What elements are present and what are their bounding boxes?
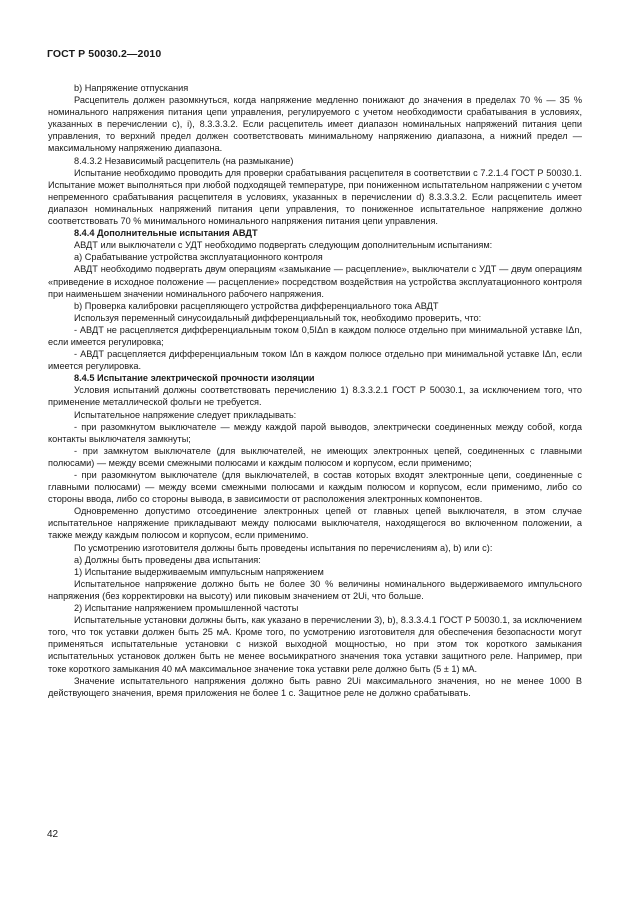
section-heading: 8.4.5 Испытание электрической прочности изоляции: [74, 373, 315, 384]
paragraph: Одновременно допустимо отсоединение электронных цепей от главных цепей выключателя, в этом случае испытательное напряжение прикладывают между полюсами выключателя, находящегося во включенном положении, а также между каждым полюсом и корпусом, если применимо.: [48, 506, 582, 541]
paragraph: - при разомкнутом выключателе — между каждой парой выводов, электрически соединенных между собой, когда контакты выключателя замкнуты;: [48, 421, 582, 444]
paragraph: b) Напряжение отпускания: [74, 83, 189, 93]
paragraph: а) Срабатывание устройства эксплуатационного контроля: [74, 252, 323, 263]
paragraph: 1) Испытание выдерживаемым импульсным напряжением: [74, 566, 324, 577]
paragraph: b) Проверка калибровки расцепляющего устройства дифференциального тока АВДТ: [74, 300, 439, 311]
paragraph: Условия испытаний должны соответствовать перечислению 1) 8.3.3.2.1 ГОСТ Р 50030.1, за исключением того, что применение металлической фольги не требуется.: [48, 385, 582, 408]
paragraph: Испытательное напряжение должно быть не более 30 % величины номинального выдерживаемого импульсного напряжения (без корректировки на высоту) или пиковым значением от 2Ui, что больше.: [48, 578, 582, 601]
paragraph: - при разомкнутом выключателе (для выключателей, в состав которых входят электронные цепи, соединенные с главными полюсами) — между всеми смежными полюсами и каждым полюсом и корпусом, если применимо, либо со стороны ввода, либо со стороны вывода, в зависимости от расположения электронных компонентов.: [48, 470, 582, 505]
paragraph: АВДТ необходимо подвергать двум операциям «замыкание — расцепление», выключатели с УДТ — двум операциям «приведение в исходное положение — расцепление» посредством воздействия на устройства эксплуатационного контроля при наименьшем значении номинального рабочего напряжения.: [48, 264, 582, 299]
paragraph: АВДТ или выключатели с УДТ необходимо подвергать следующим дополнительным испытаниям:: [74, 240, 493, 251]
paragraph: а) Должны быть проведены два испытания:: [74, 554, 261, 565]
document-header: ГОСТ Р 50030.2—2010: [47, 48, 162, 60]
paragraph: - при замкнутом выключателе (для выключателей, не имеющих электронных цепей, соединенных с главными полюсами) — между всеми смежными полюсами и каждым полюсом и корпусом, если применимо;: [48, 445, 582, 468]
paragraph: 8.4.3.2 Независимый расцепитель (на размыкание): [74, 155, 294, 166]
paragraph: Испытательные установки должны быть, как указано в перечислении 3), b), 8.3.3.4.1 ГОСТ Р 50030.1, за исключением того, что ток уставки должен быть 25 мА. Кроме того, по усмотрению изготовителя для обеспечения безопасности могут применяться испытательные установки с низкой выходной мощностью, но при этом ток короткого замыкания испытательных установок должен быть не менее восьмикратного значения тока уставки защитного реле. Например, при токе короткого замыкания 40 мА максимальное значение тока уставки реле должно быть (5 ± 1) мА.: [48, 615, 582, 674]
paragraph: Расцепитель должен разомкнуться, когда напряжение медленно понижают до значения в пределах 70 % — 35 % номинального напряжения питания цепи управления, регулируемого с учетом необходимости срабатывания в условиях, указанных в перечислении с), i), 8.3.3.3.2. Если расцепитель имеет диапазон номинальных напряжений питания цепи управления, то верхний предел должен соответствовать минимальному напряжению диапазона, а нижний предел — максимальному напряжению диапазона.: [48, 95, 582, 154]
paragraph: По усмотрению изготовителя должны быть проведены испытания по перечислениям а), b) или с):: [74, 542, 493, 553]
paragraph: Значение испытательного напряжения должно быть равно 2Ui максимального значения, но не менее 1000 В действующего значения, время приложения не более 1 с. Защитное реле не должно срабатывать.: [48, 675, 582, 698]
section-heading: 8.4.4 Дополнительные испытания АВДТ: [74, 228, 258, 239]
paragraph: Испытание необходимо проводить для проверки срабатывания расцепителя в соответствии с 7.2.1.4 ГОСТ Р 50030.1. Испытание может выполняться при любой подходящей температуре, при пониженном испытательном напряжении с учетом непременного срабатывания расцепителя в условиях, указанных в перечислении d) 8.3.3.3.2. Если расцепитель имеет диапазон номинальных напряжений питания цепи управления, то пониженное испытательное напряжение должно соответствовать 70 % минимального номинального напряжения питания цепи управления.: [48, 167, 582, 227]
page-number: 42: [47, 829, 59, 840]
paragraph: 2) Испытание напряжением промышленной частоты: [74, 603, 299, 614]
paragraph: Используя переменный синусоидальный дифференциальный ток, необходимо проверить, что:: [74, 312, 482, 323]
paragraph: - АВДТ не расцепляется дифференциальным током 0,5IΔn в каждом полюсе отдельно при минимальной уставке IΔn, если имеется регулировка;: [48, 324, 582, 347]
paragraph: - АВДТ расцепляется дифференциальным током IΔn в каждом полюсе отдельно при минимальной уставке IΔn, если имеется регулировка.: [48, 349, 582, 372]
document-body: [48, 82, 582, 699]
paragraph: Испытательное напряжение следует прикладывать:: [74, 409, 297, 420]
